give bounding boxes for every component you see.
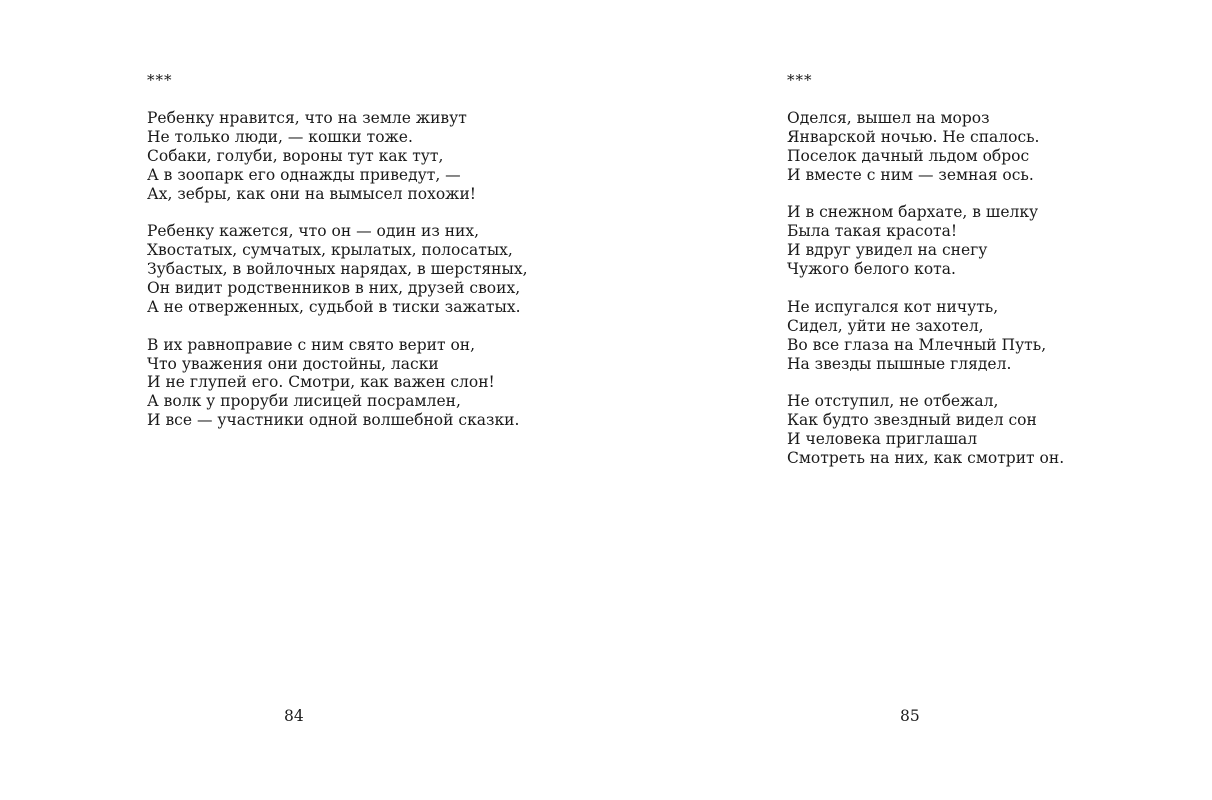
poem-line: И вдруг увидел на снегу (787, 241, 988, 260)
poem-line: Зубастых, в войлочных нарядах, в шерстяных, (147, 260, 528, 279)
right-page (606, 0, 1212, 800)
poem-line: Ребенку кажется, что он — один из них, (147, 222, 480, 241)
stanza (787, 109, 1064, 185)
poem-line: На звезды пышные глядел. (787, 354, 1012, 373)
poem-line: И в снежном бархате, в шелку (787, 203, 1039, 222)
poem-line: И не глупей его. Смотри, как важен слон! (147, 373, 495, 392)
poem-line: И человека приглашал (787, 430, 978, 449)
poem-line: Ах, зебры, как они на вымысел похожи! (147, 184, 477, 203)
poem-left (147, 71, 528, 430)
page-number: 85 (900, 707, 920, 725)
poem-line: Хвостатых, сумчатых, крылатых, полосатых, (147, 241, 513, 260)
poem-divider: *** (787, 71, 813, 89)
poem-line: А в зоопарк его однажды приведут, — (147, 165, 461, 184)
poem-line: Собаки, голуби, вороны тут как тут, (147, 146, 444, 165)
poem-line: Не испугался кот ничуть, (787, 297, 999, 316)
poem-line: А волк у проруби лисицей посрамлен, (147, 392, 461, 411)
poem-line: Поселок дачный льдом оброс (787, 146, 1030, 165)
poem-line: Во все глаза на Млечный Путь, (787, 335, 1047, 354)
stanza (787, 392, 1064, 468)
poem-line: Оделся, вышел на мороз (787, 109, 990, 127)
poem-line: И вместе с ним — земная ось. (787, 165, 1034, 184)
poem-line: Не только люди, — кошки тоже. (147, 127, 413, 146)
poem-line: Как будто звездный видел сон (787, 411, 1037, 430)
stanza (147, 222, 528, 316)
poem-line: Смотреть на них, как смотрит он. (787, 449, 1065, 468)
poem-line: Чужого белого кота. (787, 260, 956, 279)
poem-line: Ребенку нравится, что на земле живут (147, 109, 467, 127)
poem-line: Январской ночью. Не спалось. (787, 127, 1040, 146)
stanza (147, 109, 528, 203)
poem-line: Была такая красота! (787, 222, 958, 241)
stanza (147, 336, 528, 430)
poem-line: Сидел, уйти не захотел, (787, 316, 984, 335)
poem-line: Не отступил, не отбежал, (787, 392, 999, 411)
stanza (787, 298, 1064, 374)
poem-line: И все — участники одной волшебной сказки. (147, 411, 520, 430)
poem-line: В их равноправие с ним свято верит он, (147, 335, 476, 354)
poem-line: Он видит родственников в них, друзей своих, (147, 279, 521, 298)
poem-line: А не отверженных, судьбой в тиски зажатых. (147, 297, 521, 316)
stanza (787, 203, 1064, 279)
poem-divider: *** (147, 71, 173, 89)
poem-line: Что уважения они достойны, ласки (147, 354, 439, 373)
page-number: 84 (284, 707, 304, 725)
poem-right (787, 71, 1064, 468)
